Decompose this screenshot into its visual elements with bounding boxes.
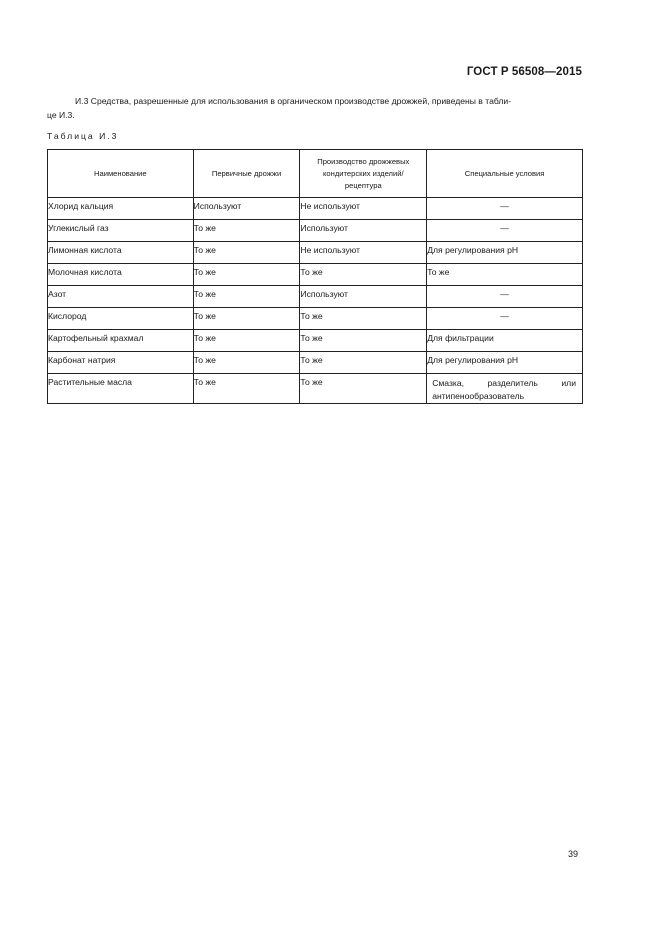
cell-name: Растительные масла — [48, 374, 194, 404]
page-number: 39 — [567, 849, 578, 859]
cell-name: Молочная кислота — [48, 264, 194, 286]
column-header-confectionery: Производство дрожжевых кондитерских изделий/рецептура — [300, 150, 427, 198]
table-row — [48, 308, 583, 330]
cell-name: Азот — [48, 286, 194, 308]
cell-confectionery: Используют — [300, 220, 427, 242]
cell-conditions: — — [427, 308, 583, 330]
cell-confectionery: Не используют — [300, 198, 427, 220]
cell-conditions: — — [427, 286, 583, 308]
table-row — [48, 220, 583, 242]
cell-name: Лимонная кислота — [48, 242, 194, 264]
intro-paragraph — [47, 94, 582, 122]
cell-confectionery: Не используют — [300, 242, 427, 264]
cell-name: Картофельный крахмал — [48, 330, 194, 352]
cell-conditions: — — [427, 220, 583, 242]
cell-name: Углекислый газ — [48, 220, 194, 242]
table-row — [48, 352, 583, 374]
cell-primary: То же — [193, 286, 300, 308]
cell-confectionery: То же — [300, 308, 427, 330]
cell-primary: То же — [193, 308, 300, 330]
yeast-substances-table — [47, 149, 583, 404]
column-header-conditions: Специальные условия — [427, 150, 583, 198]
cell-conditions: Для фильтрации — [427, 330, 583, 352]
cell-conditions: Смазка, разделитель или антипенообразователь — [427, 374, 583, 404]
cell-primary: То же — [193, 220, 300, 242]
intro-line-2: це И.3. — [47, 110, 75, 120]
cell-confectionery: То же — [300, 264, 427, 286]
table-row — [48, 330, 583, 352]
cell-conditions: Для регулирования pH — [427, 242, 583, 264]
cell-confectionery: То же — [300, 374, 427, 404]
column-header-primary: Первичные дрожжи — [193, 150, 300, 198]
cell-conditions: Для регулирования pH — [427, 352, 583, 374]
table-caption: Таблица И.3 — [47, 131, 119, 141]
cell-confectionery: То же — [300, 330, 427, 352]
document-header: ГОСТ Р 56508—2015 — [466, 66, 582, 78]
cell-name: Хлорид кальция — [48, 198, 194, 220]
cell-primary: То же — [193, 330, 300, 352]
table-row — [48, 242, 583, 264]
cell-primary: То же — [193, 242, 300, 264]
cell-primary: То же — [193, 264, 300, 286]
table-row — [48, 374, 583, 404]
cell-name: Карбонат натрия — [48, 352, 194, 374]
cell-confectionery: То же — [300, 352, 427, 374]
cell-conditions: — — [427, 198, 583, 220]
cell-conditions: То же — [427, 264, 583, 286]
cell-confectionery: Используют — [300, 286, 427, 308]
table-row — [48, 264, 583, 286]
intro-line-1: И.3 Средства, разрешенные для использования в органическом производстве дрожжей, приведены в табли- — [75, 96, 512, 106]
table-row — [48, 286, 583, 308]
cell-name: Кислород — [48, 308, 194, 330]
cell-primary: То же — [193, 374, 300, 404]
cell-primary: То же — [193, 352, 300, 374]
table-header-row — [48, 150, 583, 198]
cell-primary: Используют — [193, 198, 300, 220]
table-row — [48, 198, 583, 220]
column-header-name: Наименование — [48, 150, 194, 198]
